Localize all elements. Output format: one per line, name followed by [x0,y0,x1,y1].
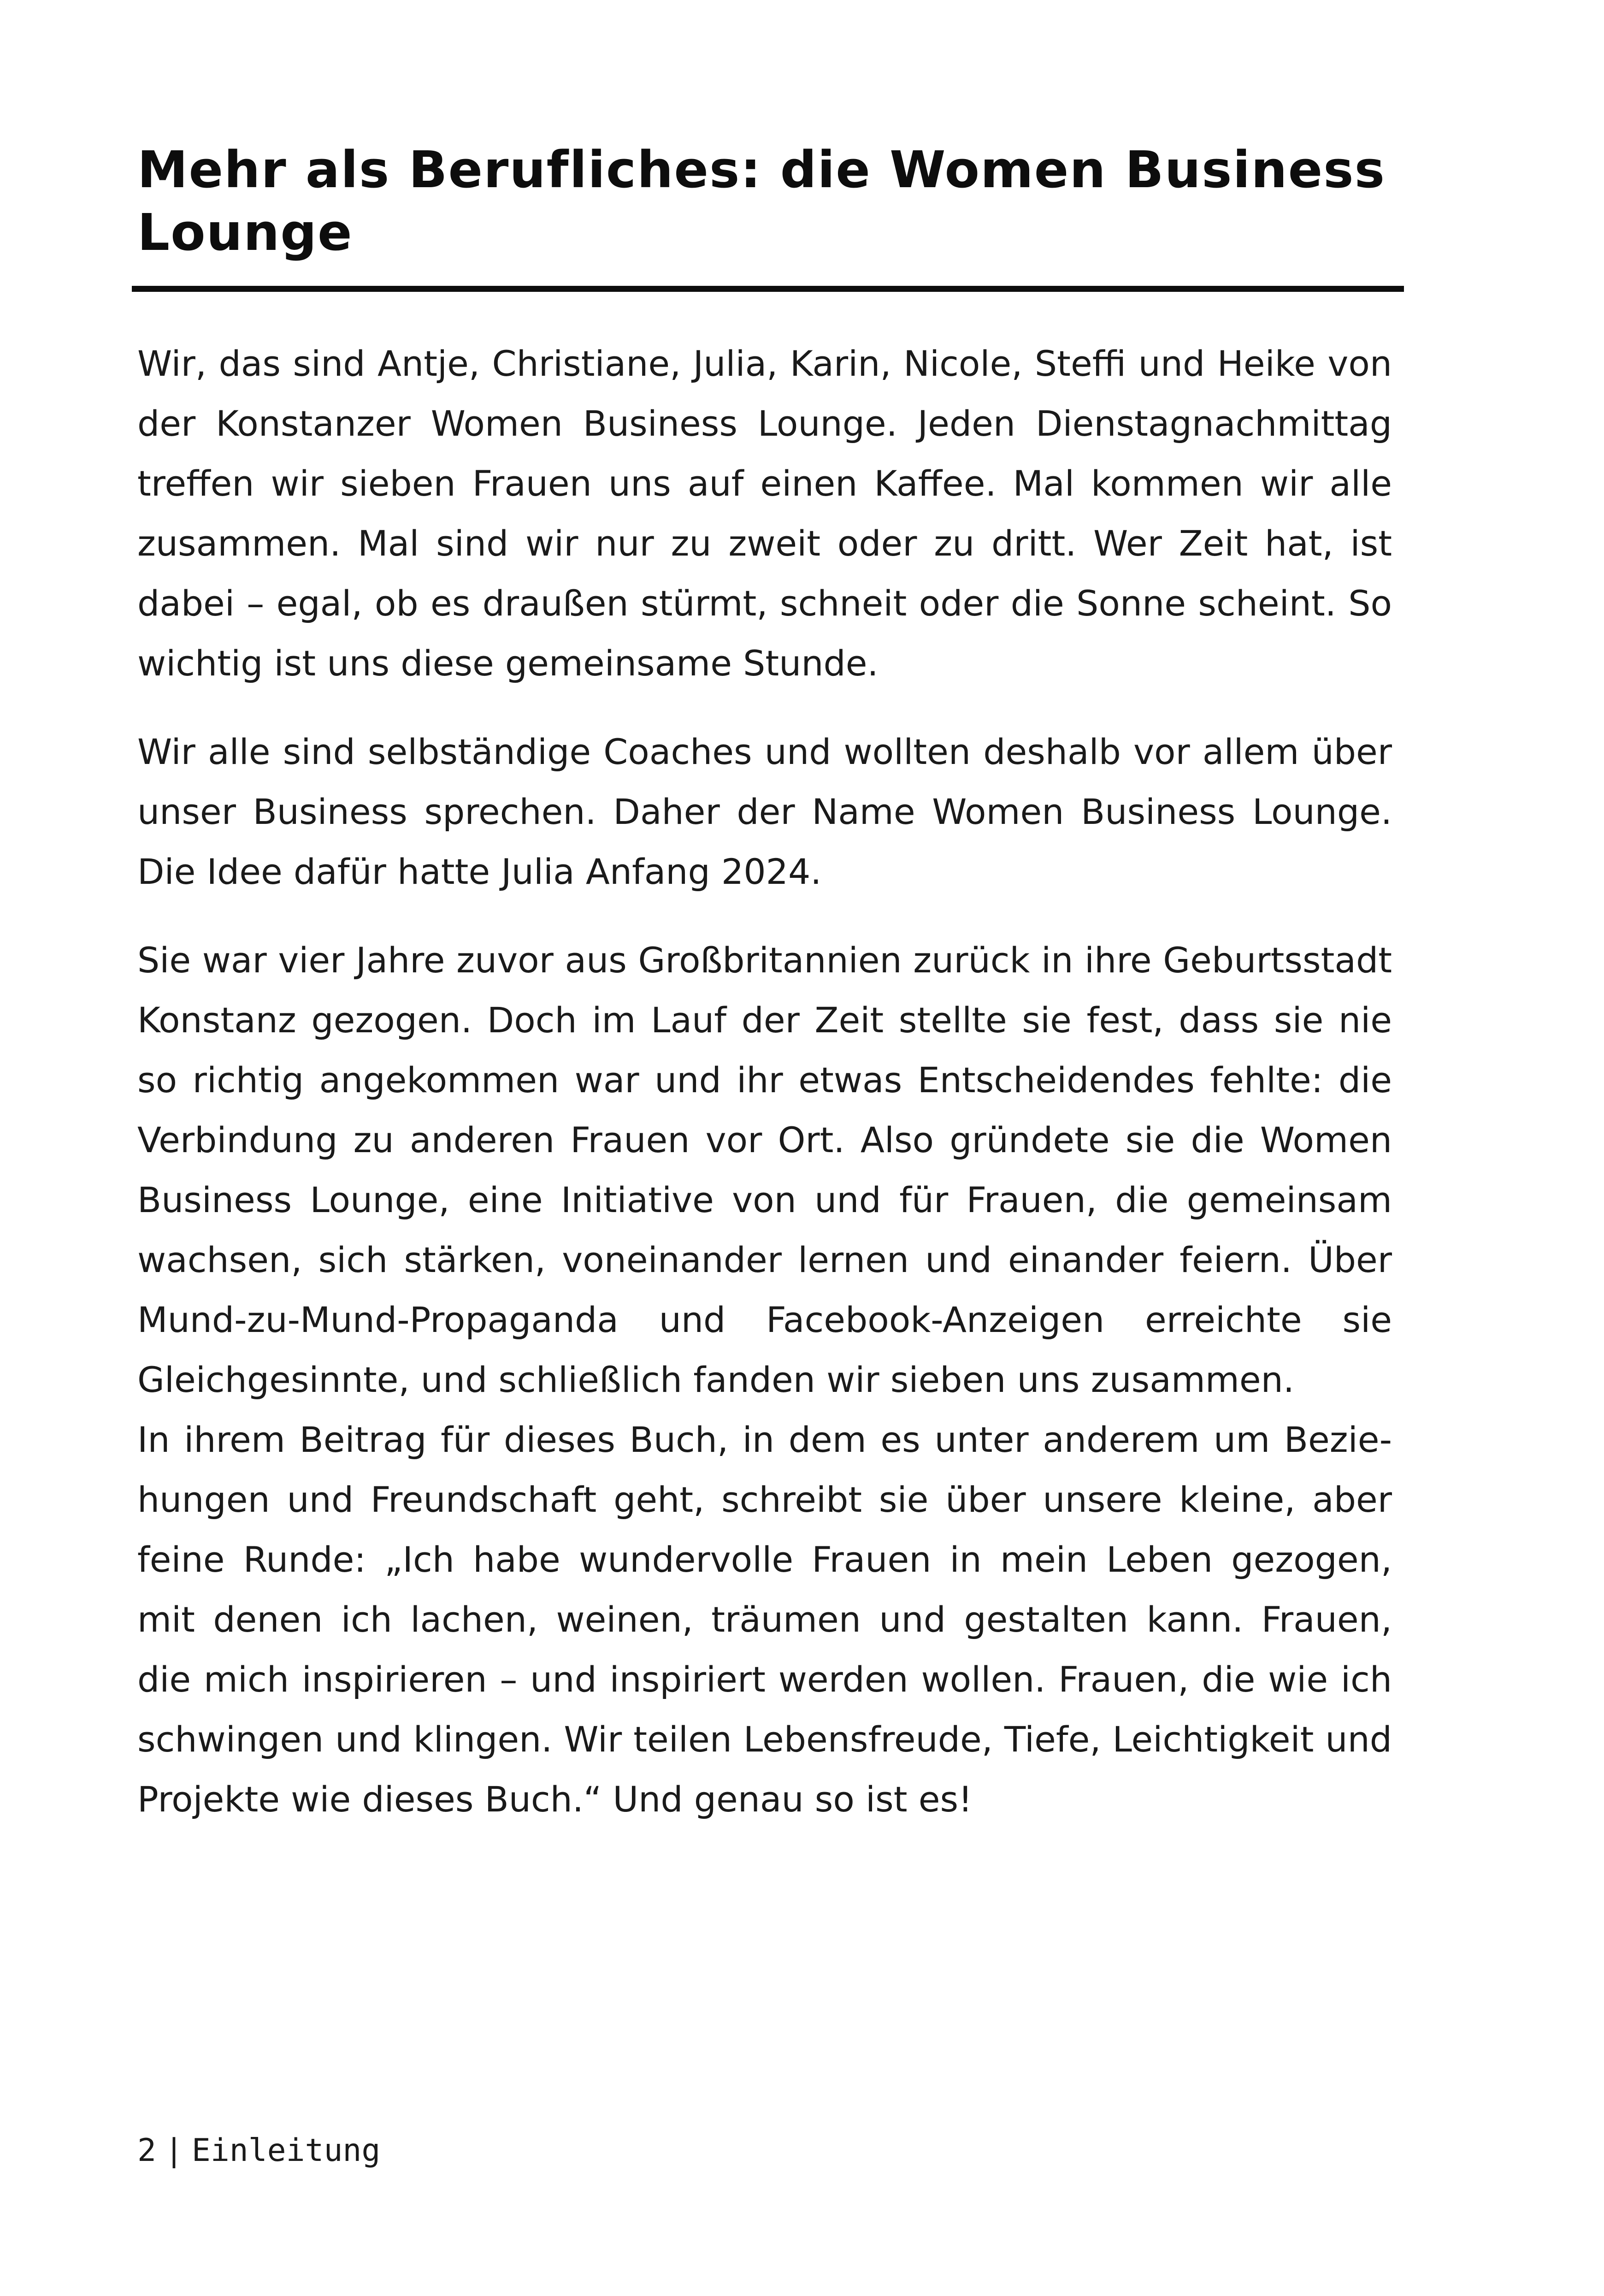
paragraph-quote: In ihrem Beitrag für dieses Buch, in dem es unter anderem um Beziehungen und Freundschaft geht, schreibt sie über unsere kleine, aber feine Runde: „Ich habe wundervolle Frauen in mein Leben gezogen, mit denen ich lachen, weinen, träumen und gestalten kann. Frauen, die mich inspirieren – und inspiriert werden wollen. Frauen, die wie ich schwingen und klingen. Wir teilen Lebensfreude, Tiefe, Leichtigkeit und Projekte wie dieses Buch.“ Und genau so ist es! [137,1419,1392,1820]
page-footer [137,2130,380,2172]
title-underline [132,286,1404,292]
paragraph-intro: Wir, das sind Antje, Christiane, Julia, Karin, Nicole, Steffi und Heike von der Konstanzer Women Business Lounge. Jeden Dienstagnachmittag treffen wir sieben Frauen uns auf einen Kaffee. Mal kommen wir alle zusammen. Mal sind wir nur zu zweit oder zu dritt. Wer Zeit hat, ist dabei – egal, ob es draußen stürmt, schneit oder die Sonne scheint. So wichtig ist uns diese gemeinsame Stunde. [137,343,1392,684]
article-body [137,334,1392,1858]
page-number: 2 [137,2132,156,2169]
paragraph-coaches: Wir alle sind selbständige Coaches und wollten deshalb vor allem über unser Business sprechen. Daher der Name Women Business Lounge. Die Idee dafür hatte Julia Anfang 2024. [137,731,1392,892]
footer-separator: | [164,2132,183,2169]
paragraph-julia-story: Sie war vier Jahre zuvor aus Großbritannien zurück in ihre Geburtsstadt Konstanz gezogen. Doch im Lauf der Zeit stellte sie fest, dass sie nie so richtig angekommen war und ihr etwas Entscheidendes fehlte: die Verbindung zu anderen Frauen vor Ort. Also gründete sie die Women Business Lounge, eine Initiative von und für Frauen, die gemeinsam wachsen, sich stärken, voneinander lernen und einander feiern. Über Mund-zu-Mund-Propaganda und Facebook-Anzeigen erreichte sie Gleichgesinnte, und schließlich fanden wir sieben uns zusammen. [137,940,1392,1400]
page-title: Mehr als Berufliches: die Women Business Lounge [137,140,1386,262]
section-name: Einleitung [191,2132,381,2169]
